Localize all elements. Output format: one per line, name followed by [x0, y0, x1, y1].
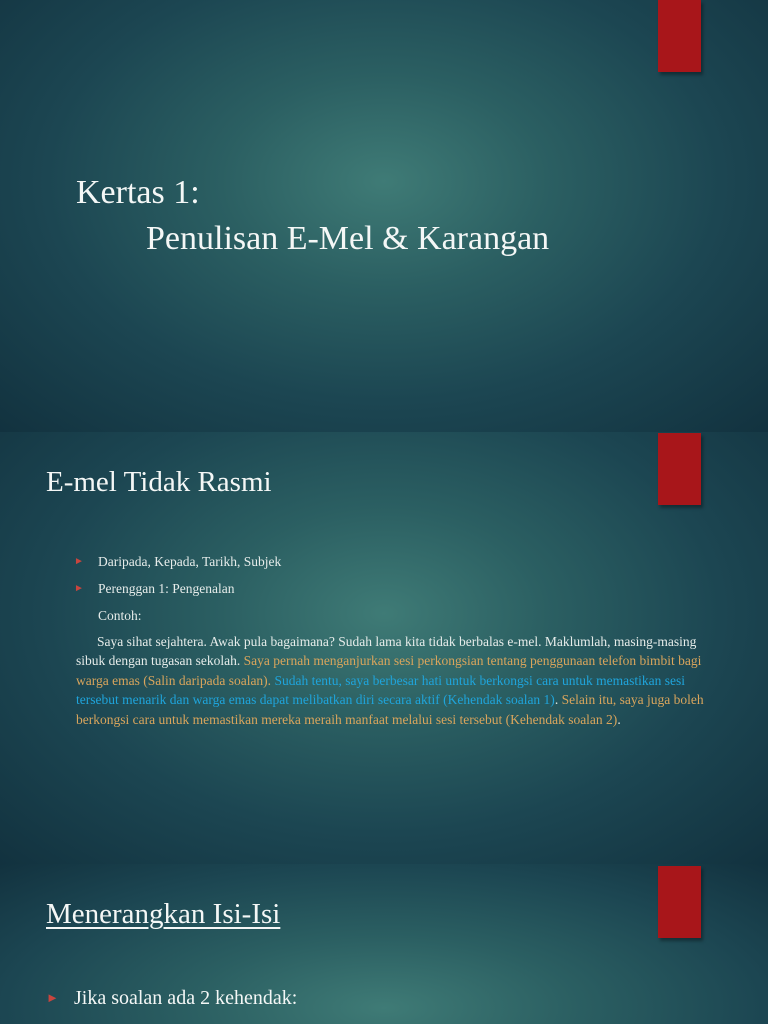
paragraph-highlight-question: Saya pernah menganjurkan sesi perkongsian tentang penggunaan telefon bimbit bagi warga emas (Salin daripada soalan). [76, 653, 702, 688]
slide-title: Menerangkan Isi-Isi [46, 898, 281, 930]
list-item [46, 984, 297, 1012]
arrow-bullet-icon: ► [74, 556, 84, 567]
title-line-2: Penulisan E-Mel & Karangan [146, 220, 550, 257]
title-line-1: Kertas 1: [76, 174, 200, 211]
list-item-text: Daripada, Kepada, Tarikh, Subjek [98, 554, 282, 569]
slide-3 [0, 864, 768, 1024]
paragraph-text: . [554, 692, 562, 708]
bullet-list [46, 552, 706, 633]
accent-bar [658, 0, 701, 72]
list-item [46, 579, 706, 606]
example-paragraph [76, 632, 704, 729]
arrow-bullet-icon: ► [46, 990, 59, 1005]
list-item-text: Perenggan 1: Pengenalan [98, 581, 235, 596]
list-item-text: Jika soalan ada 2 kehendak: [74, 987, 298, 1009]
paragraph-highlight-requirement-2: Selain itu, saya juga boleh berkongsi cara untuk memastikan mereka meraih manfaat melalui sesi tersebut (Kehendak soalan 2) [76, 692, 704, 727]
arrow-bullet-icon: ► [74, 583, 84, 594]
example-label: Contoh: [98, 608, 142, 623]
list-item [46, 552, 706, 579]
slide-1 [0, 0, 768, 432]
accent-bar [658, 866, 701, 938]
paragraph-text: Saya sihat sejahtera. Awak pula bagaimana? Sudah lama kita tidak berbalas e-mel. Maklumlah, masing-masing sibuk dengan tugasan sekolah. [76, 634, 697, 669]
accent-bar [658, 433, 701, 505]
paragraph-text: . [617, 711, 621, 727]
slide-2 [0, 432, 768, 864]
paragraph-highlight-requirement-1: Sudah tentu, saya berbesar hati untuk berkongsi cara untuk memastikan sesi tersebut menarik dan warga emas dapat melibatkan diri secara aktif (Kehendak soalan 1) [76, 672, 685, 708]
slide-title [76, 170, 549, 262]
slide-title: E-mel Tidak Rasmi [46, 466, 272, 498]
